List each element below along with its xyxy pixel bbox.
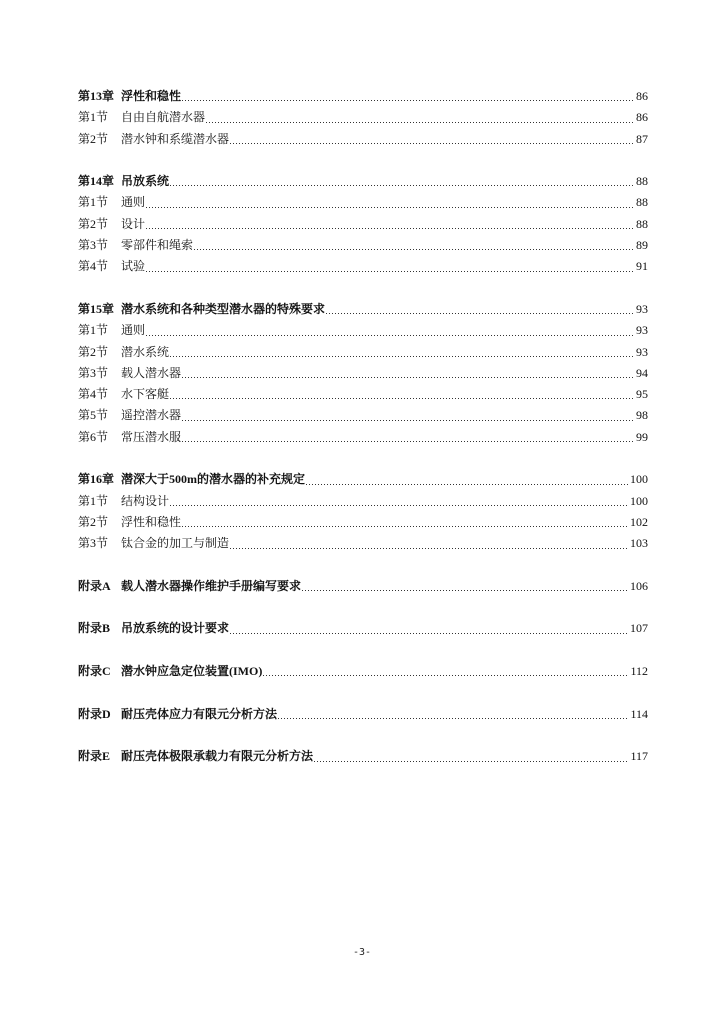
entry-title: 潜水钟和系缆潜水器	[121, 131, 230, 146]
entry-title: 耐压壳体应力有限元分析方法	[121, 706, 278, 721]
entry-label: 第3节	[78, 536, 109, 551]
entry-title: 潜水系统	[121, 344, 170, 359]
entry-page-number: 102	[630, 514, 648, 529]
page-footer-number: -3-	[352, 947, 372, 958]
toc-chapter-entry	[78, 171, 648, 192]
dot-leader	[182, 377, 635, 378]
dot-leader	[263, 675, 629, 676]
entry-page-number: 86	[636, 89, 648, 103]
entry-title: 耐压壳体极限承载力有限元分析方法	[121, 749, 314, 764]
toc-section-entry	[78, 384, 648, 405]
entry-title: 通则	[121, 195, 146, 210]
entry-page-number: 88	[636, 174, 648, 189]
entry-label: 第15章	[78, 301, 115, 316]
dot-leader	[230, 143, 635, 144]
entry-title: 设计	[121, 216, 146, 231]
entry-label: 附录A	[78, 578, 111, 593]
entry-page-number: 91	[636, 259, 648, 274]
dot-leader	[170, 185, 635, 186]
entry-page-number: 95	[636, 387, 648, 402]
entry-title: 潜深大于500m的潜水器的补充规定	[121, 472, 305, 487]
entry-label: 第4节	[78, 259, 109, 274]
entry-page-number: 100	[630, 493, 648, 508]
entry-label: 第1节	[78, 195, 109, 210]
entry-page-number: 87	[636, 131, 648, 146]
toc-group-chapter-14	[78, 171, 648, 277]
entry-label: 附录D	[78, 706, 111, 721]
entry-page-number: 114	[630, 706, 648, 721]
entry-label: 第3节	[78, 238, 109, 253]
entry-label: 第3节	[78, 365, 109, 380]
entry-label: 第2节	[78, 131, 109, 146]
dot-leader	[182, 420, 635, 421]
toc-section-entry	[78, 235, 648, 256]
entry-title: 潜水系统和各种类型潜水器的特殊要求	[121, 301, 326, 316]
dot-leader	[170, 505, 629, 506]
toc-section-entry	[78, 363, 648, 384]
entry-page-number: 93	[636, 323, 648, 338]
entry-page-number: 93	[636, 301, 648, 316]
entry-label: 第2节	[78, 344, 109, 359]
entry-title: 试验	[121, 259, 146, 274]
toc-chapter-entry	[78, 469, 648, 490]
toc-section-entry	[78, 405, 648, 426]
toc-section-entry	[78, 214, 648, 235]
entry-label: 第13章	[78, 89, 115, 103]
entry-page-number: 103	[630, 536, 648, 551]
entry-page-number: 112	[630, 664, 648, 679]
entry-label: 附录C	[78, 664, 111, 679]
dot-leader	[182, 441, 635, 442]
toc-chapter-entry	[78, 299, 648, 320]
dot-leader	[314, 761, 629, 762]
entry-label: 第6节	[78, 429, 109, 444]
entry-title: 吊放系统的设计要求	[121, 621, 230, 636]
table-of-contents	[78, 86, 648, 789]
dot-leader	[146, 228, 635, 229]
entry-label: 第1节	[78, 323, 109, 338]
dot-leader	[278, 718, 629, 719]
dot-leader	[230, 548, 629, 549]
entry-label: 第1节	[78, 110, 109, 125]
toc-group-appendix-d	[78, 704, 648, 725]
entry-title: 载人潜水器操作维护手册编写要求	[121, 578, 302, 593]
entry-page-number: 86	[636, 110, 648, 125]
entry-title: 吊放系统	[121, 174, 170, 189]
toc-group-appendix-c	[78, 661, 648, 682]
entry-label: 附录E	[78, 749, 111, 764]
toc-section-entry	[78, 491, 648, 512]
dot-leader	[326, 313, 635, 314]
toc-section-entry	[78, 256, 648, 277]
dot-leader	[146, 271, 635, 272]
entry-title: 载人潜水器	[121, 365, 182, 380]
entry-title: 通则	[121, 323, 146, 338]
toc-appendix-entry	[78, 704, 648, 725]
entry-label: 第5节	[78, 408, 109, 423]
entry-title: 浮性和稳性	[121, 89, 182, 103]
toc-appendix-entry	[78, 576, 648, 597]
entry-page-number: 107	[630, 621, 648, 636]
dot-leader	[230, 633, 629, 634]
entry-page-number: 100	[630, 472, 648, 487]
toc-group-appendix-b	[78, 618, 648, 639]
entry-page-number: 98	[636, 408, 648, 423]
entry-label: 第2节	[78, 216, 109, 231]
entry-title: 零部件和绳索	[121, 238, 194, 253]
toc-section-entry	[78, 512, 648, 533]
toc-appendix-entry	[78, 661, 648, 682]
entry-page-number: 88	[636, 195, 648, 210]
entry-label: 第1节	[78, 493, 109, 508]
toc-section-entry	[78, 533, 648, 554]
entry-label: 第14章	[78, 174, 115, 189]
entry-label: 第16章	[78, 472, 115, 487]
dot-leader	[182, 100, 635, 101]
toc-group-chapter-16	[78, 469, 648, 554]
dot-leader	[306, 484, 629, 485]
entry-title: 水下客艇	[121, 387, 170, 402]
entry-title: 浮性和稳性	[121, 514, 182, 529]
entry-label: 附录B	[78, 621, 111, 636]
entry-page-number: 88	[636, 216, 648, 231]
toc-section-entry	[78, 342, 648, 363]
entry-page-number: 93	[636, 344, 648, 359]
entry-page-number: 106	[630, 578, 648, 593]
dot-leader	[146, 207, 635, 208]
dot-leader	[170, 356, 635, 357]
entry-title: 遥控潜水器	[121, 408, 182, 423]
toc-chapter-entry	[78, 86, 648, 107]
entry-title: 自由自航潜水器	[121, 110, 206, 125]
entry-page-number: 94	[636, 365, 648, 380]
dot-leader	[182, 526, 629, 527]
toc-section-entry	[78, 107, 648, 128]
toc-section-entry	[78, 320, 648, 341]
toc-group-chapter-15	[78, 299, 648, 448]
dot-leader	[194, 249, 635, 250]
toc-group-appendix-e	[78, 746, 648, 767]
dot-leader	[206, 122, 635, 123]
entry-page-number: 117	[630, 749, 648, 764]
toc-section-entry	[78, 427, 648, 448]
toc-group-appendix-a	[78, 576, 648, 597]
entry-title: 潜水钟应急定位装置(IMO)	[121, 664, 263, 679]
toc-appendix-entry	[78, 618, 648, 639]
dot-leader	[170, 398, 635, 399]
entry-label: 第2节	[78, 514, 109, 529]
dot-leader	[146, 335, 635, 336]
toc-appendix-entry	[78, 746, 648, 767]
toc-group-chapter-13	[78, 86, 648, 150]
entry-title: 常压潜水服	[121, 429, 182, 444]
entry-label: 第4节	[78, 387, 109, 402]
entry-title: 钛合金的加工与制造	[121, 536, 230, 551]
entry-page-number: 99	[636, 429, 648, 444]
toc-section-entry	[78, 192, 648, 213]
toc-section-entry	[78, 129, 648, 150]
entry-page-number: 89	[636, 238, 648, 253]
dot-leader	[302, 590, 629, 591]
entry-title: 结构设计	[121, 493, 170, 508]
